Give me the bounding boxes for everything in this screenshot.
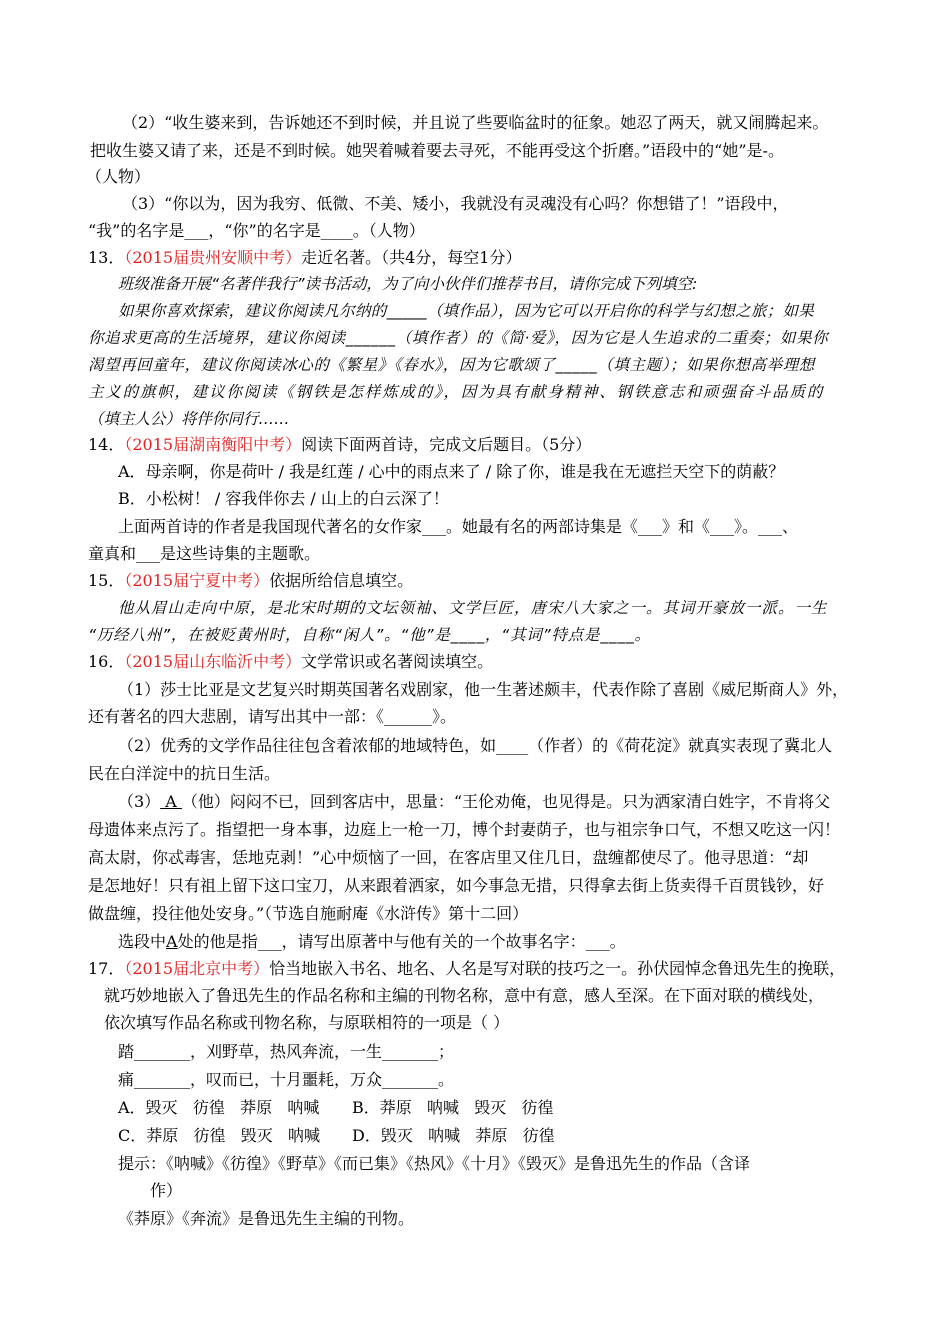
- q16-3-line3: 高太尉，你忒毒害，恁地克剥！”心中烦恼了一回，在客店里又住几日，盘缠都使尽了。他寻思道：“却: [88, 848, 809, 867]
- q13-line6: （填主人公）将伴你同行……: [88, 410, 290, 428]
- q12-2-line2: 把收生婆又请了来，还是不到时候。她哭着喊着要去寻死，不能再受这个折磨。”语段中的“她”是-。: [90, 141, 784, 160]
- q13-line4: 渴望再回童年，建议你阅读冰心的《繁星》《春水》，因为它歌颂了_____（填主题）；如果你想高举理想: [88, 356, 815, 374]
- question-source: （2015届北京中考）: [124, 959, 270, 978]
- q17-line2: 就巧妙地嵌入了鲁迅先生的作品名称和主编的刊物名称，意中有意，感人至深。在下面对联的横线处，: [104, 986, 825, 1005]
- q12-2-line3: （人物）: [86, 167, 151, 186]
- q13-line2: 如果你喜欢探索，建议你阅读凡尔纳的_____（填作品），因为它可以开启你的科学与幻想之旅；如果: [118, 302, 815, 320]
- q16-3-label: （3）: [118, 792, 161, 811]
- q17-hint-line3: 《莽原》《奔流》是鲁迅先生主编的刊物。: [118, 1209, 415, 1228]
- q12-3-line2: “我”的名字是___，“你”的名字是____。（人物）: [88, 221, 425, 240]
- q14-line2: 童真和___是这些诗集的主题歌。: [88, 544, 321, 563]
- q17-option-d: D．毁灭 呐喊 莽原 彷徨: [352, 1126, 555, 1145]
- q14-line1: 上面两首诗的作者是我国现代著名的女作家___。她最有名的两部诗集是《___》和《___》。___、: [118, 517, 799, 536]
- question-number: 15．: [88, 571, 125, 590]
- question-title: 依据所给信息填空。: [269, 571, 414, 590]
- q17-heading: [88, 956, 845, 982]
- question-number: 17．: [88, 959, 125, 978]
- q15-line1: 他从眉山走向中原，是北宋时期的文坛领袖、文学巨匠，唐宋八大家之一。其词开豪放一派。一生: [118, 599, 828, 617]
- question-source: （2015届宁夏中考）: [124, 571, 270, 590]
- q16-3-line2: 母遗体来点污了。指望把一身本事，边庭上一枪一刀，博个封妻荫子，也与祖宗争口气，不想又吃这一闪！: [88, 820, 841, 839]
- q15-heading: [88, 568, 413, 594]
- q17-line3: 依次填写作品名称或刊物名称，与原联相符的一项是（ ）: [104, 1013, 510, 1032]
- q17-couplet-2: 痛_______，叹而已，十月噩耗，万众_______。: [118, 1070, 455, 1089]
- q12-2-line1: （2）“收生婆来到，告诉她还不到时候，并且说了些要临盆时的征象。她忍了两天，就又闹腾起来。: [122, 113, 829, 132]
- q16-3-line5: 做盘缠，投往他处安身。”（节选自施耐庵《水浒传》第十二回）: [88, 904, 529, 923]
- q16-1-line2: 还有著名的四大悲剧，请写出其中一部：《______》。: [88, 707, 457, 726]
- q13-intro: 班级准备开展“名著伴我行”读书活动，为了向小伙伴们推荐书目，请你完成下列填空:: [118, 275, 698, 293]
- question-title: 恰当地嵌入书名、地名、人名是写对联的技巧之一。孙伏园悼念鲁迅先生的挽联，: [269, 959, 846, 978]
- q16-2-line2: 民在白洋淀中的抗日生活。: [88, 764, 281, 783]
- q16-3-prompt-post: 处的他是指___，请写出原著中与他有关的一个故事名字：___。: [177, 932, 626, 951]
- question-title: 文学常识或名著阅读填空。: [301, 652, 494, 671]
- q16-1-line1: （1）莎士比亚是文艺复兴时期英国著名戏剧家，他一生著述颇丰，代表作除了喜剧《威尼斯商人》外，: [118, 680, 849, 699]
- question-number: 14．: [88, 435, 125, 454]
- q16-3-line6: [118, 929, 626, 955]
- question-source: （2015届湖南衡阳中考）: [124, 435, 302, 454]
- marker-a: A: [166, 932, 178, 951]
- question-title: 走近名著。（共4分，每空1分）: [301, 248, 522, 267]
- q17-option-c: C．莽原 彷徨 毁灭 呐喊: [118, 1126, 321, 1145]
- q12-3-line1: （3）“你以为，因为我穷、低微、不美、矮小，我就没有灵魂没有心吗？你想错了！”语段中，: [122, 194, 789, 213]
- question-number: 16．: [88, 652, 125, 671]
- q16-3-prompt-pre: 选段中: [118, 932, 167, 951]
- q16-3-line1: [118, 789, 830, 815]
- q17-hint-line2: 作）: [150, 1181, 183, 1200]
- question-title: 阅读下面两首诗，完成文后题目。（5分）: [301, 435, 592, 454]
- q16-2-line1: （2）优秀的文学作品往往包含着浓郁的地域特色，如____（作者）的《荷花淀》就真实表现了冀北人: [118, 736, 833, 755]
- q14-heading: [88, 432, 591, 458]
- question-source: （2015届贵州安顺中考）: [124, 248, 302, 267]
- q14-poem-a: A．母亲啊，你是荷叶 / 我是红莲 / 心中的雨点来了 / 除了你，谁是我在无遮拦天空下的荫蔽？: [118, 462, 785, 481]
- q16-heading: [88, 649, 493, 675]
- q17-option-b: B．莽原 呐喊 毁灭 彷徨: [352, 1098, 554, 1117]
- q13-heading: [88, 245, 521, 271]
- q17-option-a: A．毁灭 彷徨 莽原 呐喊: [118, 1098, 320, 1117]
- q17-hint-line1: 提示：《呐喊》《彷徨》《野草》《而已集》《热风》《十月》《毁灭》是鲁迅先生的作品（含译: [118, 1154, 751, 1173]
- question-number: 13．: [88, 248, 125, 267]
- question-source: （2015届山东临沂中考）: [124, 652, 302, 671]
- q14-poem-b: B．小松树！ / 容我伴你去 / 山上的白云深了！: [118, 489, 449, 508]
- q13-line3: 你追求更高的生活境界，建议你阅读______（填作者）的《简·爱》，因为它是人生追求的二重奏；如果你: [88, 329, 829, 347]
- q13-line5: 主义的旗帜，建议你阅读《钢铁是怎样炼成的》，因为具有献身精神、钢铁意志和顽强奋斗品质的: [88, 383, 825, 401]
- q16-3-text: （他）闷闷不已，回到客店中，思量：“王伦劝俺，也见得是。只为洒家清白姓字，不肯将父: [181, 792, 831, 811]
- marker-a: A: [160, 792, 182, 811]
- q15-line2: “历经八州”，在被贬黄州时，自称“闲人”。“他”是____，“其词”特点是____。: [88, 626, 651, 644]
- q17-couplet-1: 踏_______，刈野草，热风奔流，一生_______；: [118, 1042, 455, 1061]
- q16-3-line4: 是怎地好！只有祖上留下这口宝刀，从来跟着洒家，如今事急无措，只得拿去街上货卖得千百贯钱钞，好: [88, 876, 825, 895]
